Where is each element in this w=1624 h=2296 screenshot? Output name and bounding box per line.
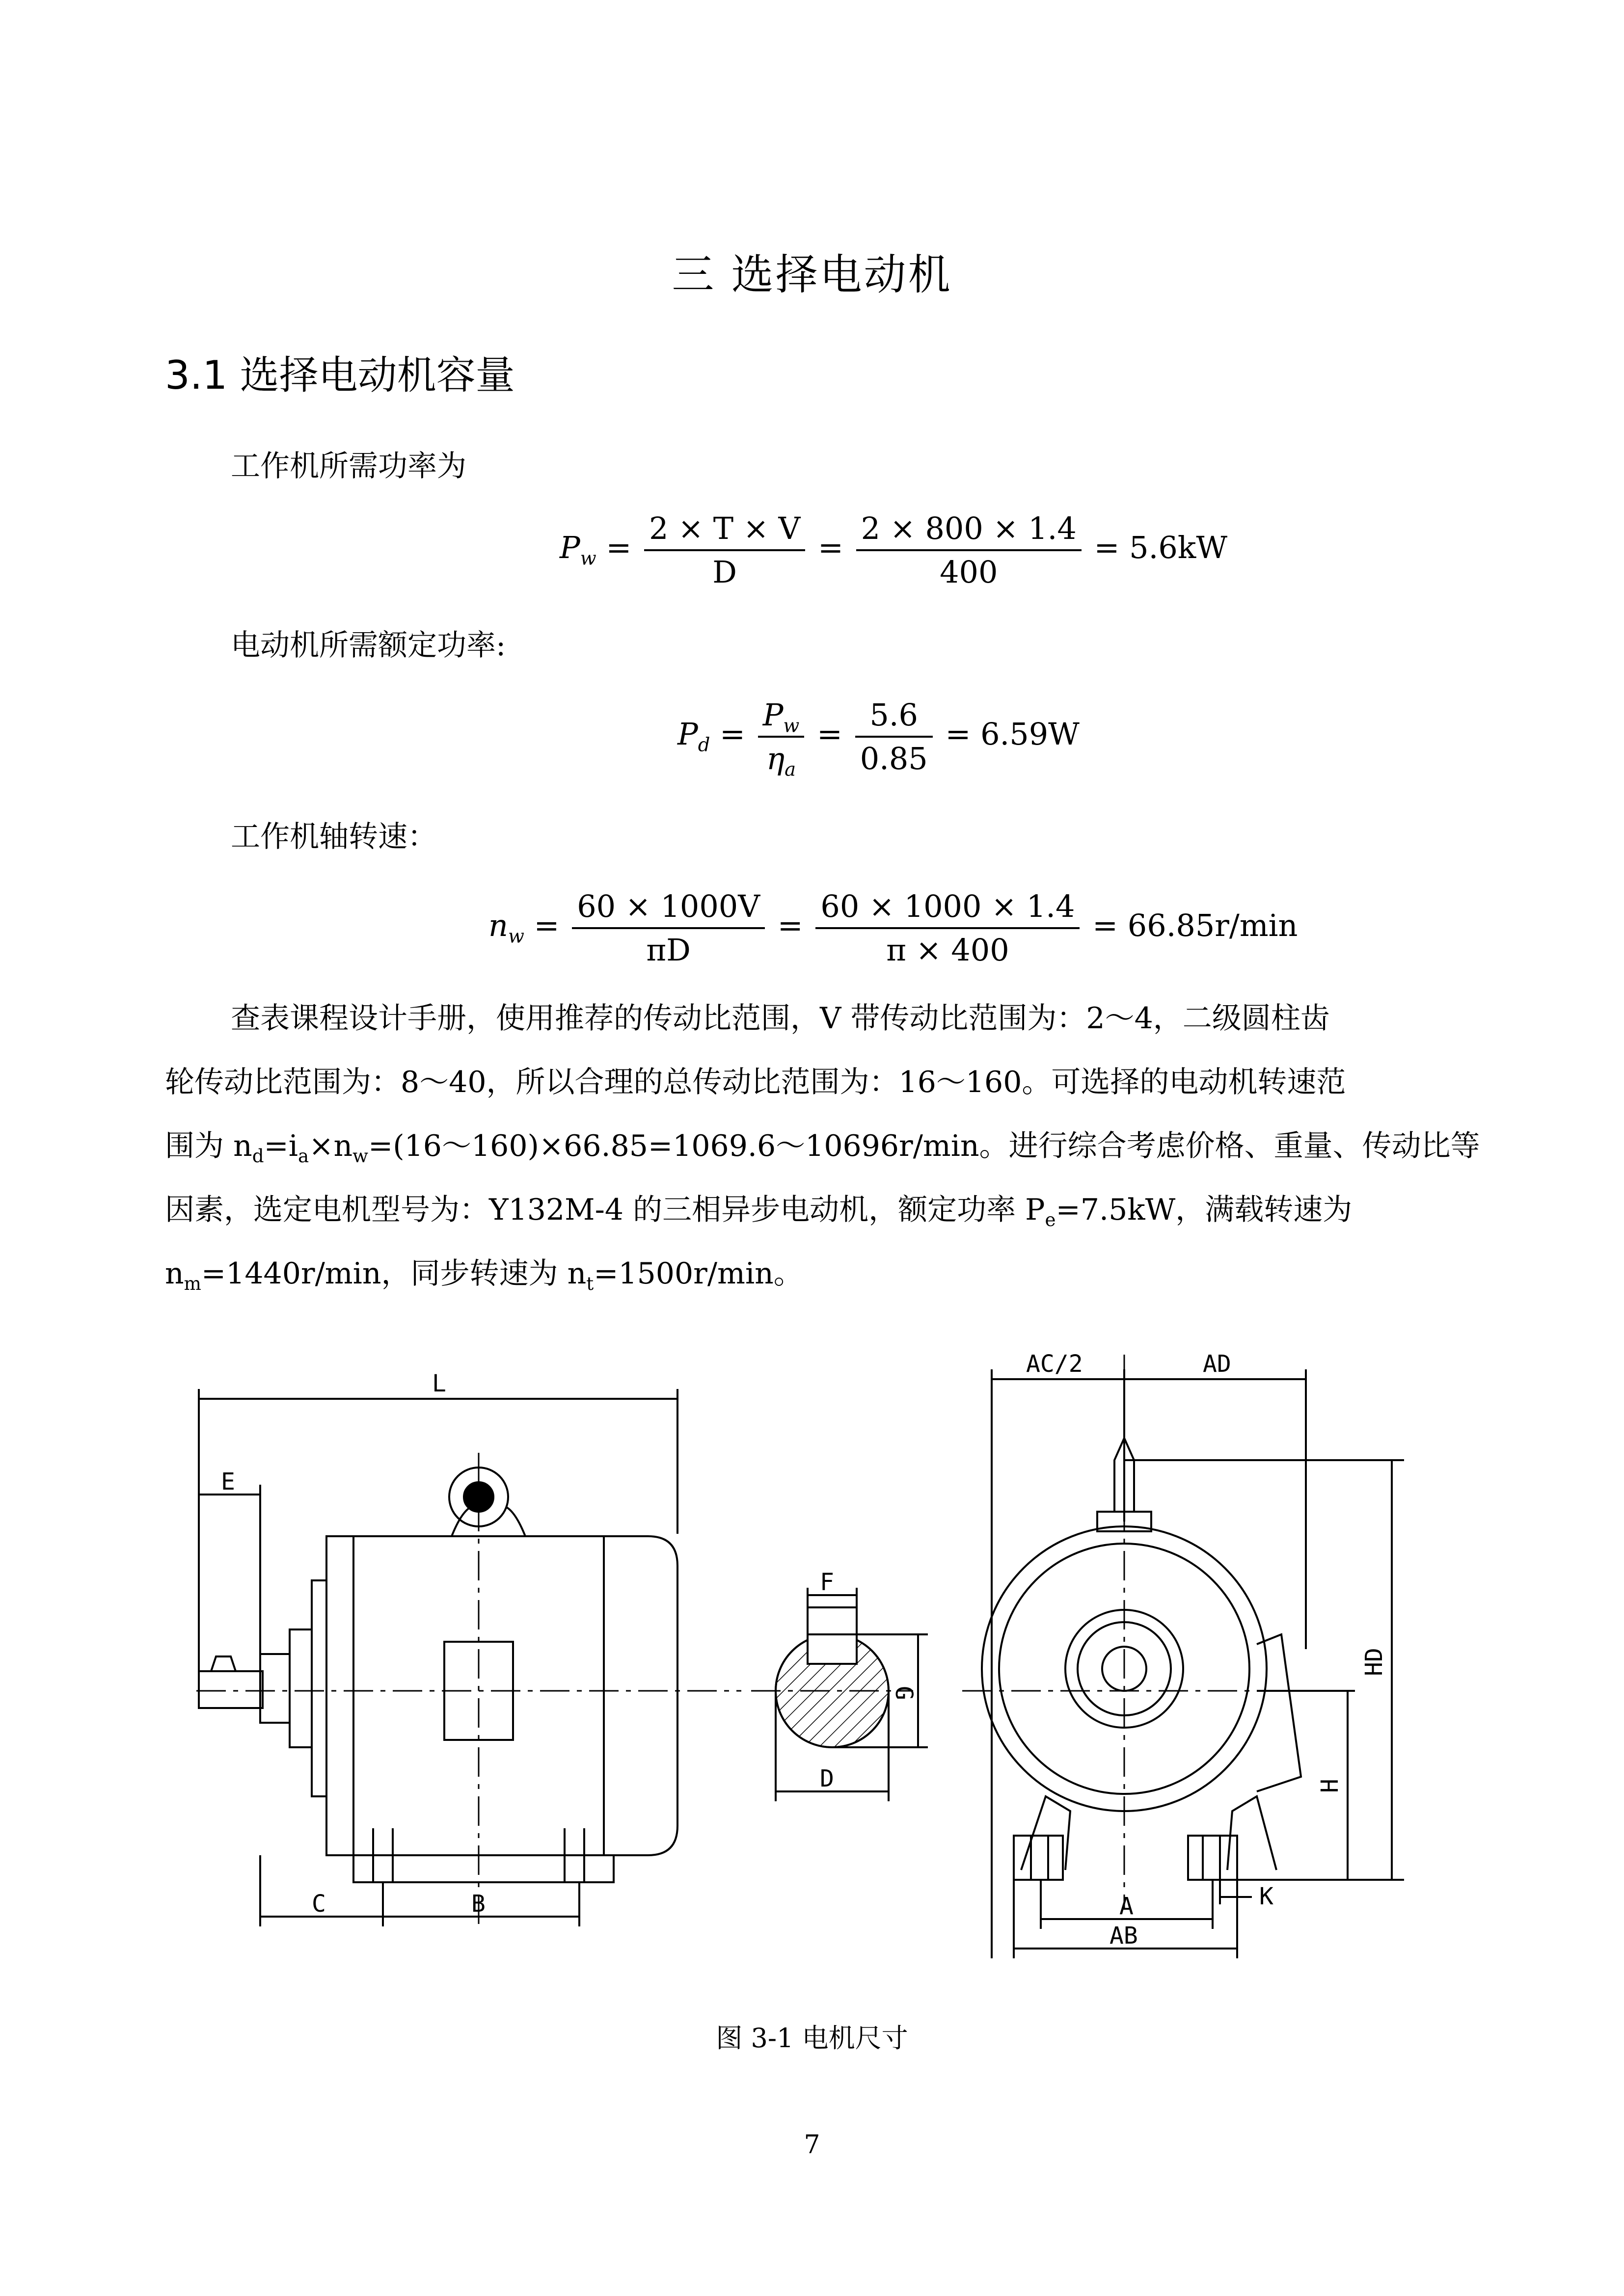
l4-b: =7.5kW，满载转速为 bbox=[1056, 1193, 1353, 1227]
l3-d: =(16～160)×66.85=1069.6～10696r/min。进行综合考虑价格、重量、传动比等 bbox=[368, 1129, 1480, 1163]
eq-pd-lhs-sub: d bbox=[698, 734, 710, 756]
l5-a: n bbox=[165, 1256, 184, 1291]
label-G: G bbox=[890, 1686, 918, 1700]
label-B: B bbox=[471, 1890, 486, 1918]
label-L: L bbox=[432, 1370, 446, 1397]
l4-a: 因素，选定电机型号为：Y132M-4 的三相异步电动机，额定功率 P bbox=[165, 1193, 1045, 1227]
l3-sub2: a bbox=[298, 1145, 309, 1167]
l5-b: =1440r/min，同步转速为 n bbox=[201, 1256, 587, 1291]
eq-nw-num1: 60 × 1000V bbox=[572, 888, 765, 929]
eq-pw-num2: 2 × 800 × 1.4 bbox=[856, 510, 1082, 551]
eq-pd-lhs: P bbox=[677, 716, 698, 752]
eq-pw-den2: 400 bbox=[940, 554, 998, 590]
l3-sub1: d bbox=[252, 1145, 264, 1167]
eq-nw-lhs-sub: w bbox=[508, 925, 524, 948]
equation-nw: $n_w$ = $\frac{60 \times 1000V}{\pi D}$ = $\frac{60 \times 1000 \times 1.4}{\pi \times 400}$ = 66.85r/min bbox=[488, 888, 1298, 968]
label-D: D bbox=[820, 1765, 834, 1792]
eq-pd-den1-sub: a bbox=[785, 758, 796, 781]
chapter-title: 三 选择电动机 bbox=[672, 250, 952, 299]
label-K: K bbox=[1259, 1883, 1273, 1910]
l5-c: =1500r/min。 bbox=[594, 1256, 803, 1291]
body-line-1: 查表课程设计手册，使用推荐的传动比范围，V 带传动比范围为：2～4，二级圆柱齿 bbox=[231, 1001, 1330, 1036]
paragraph-required-power: 工作机所需功率为 bbox=[231, 449, 466, 483]
label-AD: AD bbox=[1203, 1350, 1231, 1378]
eq-pd-num1-sub: w bbox=[783, 715, 800, 737]
eq-nw-lhs: n bbox=[488, 908, 508, 944]
motor-front-view bbox=[962, 1355, 1404, 1958]
l3-sub3: w bbox=[352, 1145, 368, 1167]
l5-sub1: m bbox=[184, 1273, 201, 1295]
eq-pw-result: = 5.6kW bbox=[1094, 530, 1228, 566]
eq-pd-num2: 5.6 bbox=[855, 697, 933, 738]
paragraph-rated-power: 电动机所需额定功率: bbox=[231, 628, 506, 663]
eq-pw-lhs-sub: w bbox=[580, 547, 596, 570]
page-number: 7 bbox=[804, 2130, 820, 2160]
motor-side-view bbox=[196, 1389, 741, 1929]
label-A: A bbox=[1119, 1893, 1134, 1920]
eq-nw-den2: π × 400 bbox=[886, 932, 1009, 968]
l4-sub: e bbox=[1045, 1209, 1056, 1231]
l5-sub2: t bbox=[586, 1273, 594, 1295]
body-line-2: 轮传动比范围为：8～40，所以合理的总传动比范围为：16～160。可选择的电动机转速范 bbox=[165, 1065, 1346, 1099]
eq-pd-den2: 0.85 bbox=[860, 741, 928, 776]
eq-pd-num1: P bbox=[762, 697, 784, 733]
label-F: F bbox=[820, 1569, 834, 1596]
eq-pw-den1: D bbox=[712, 554, 737, 590]
label-AB: AB bbox=[1110, 1922, 1138, 1949]
eq-pd-den1: η bbox=[766, 741, 785, 776]
eq-pw-num1: 2 × T × V bbox=[644, 510, 805, 551]
label-E: E bbox=[221, 1468, 235, 1495]
equation-pw: $P_w$ = $\frac{2 \times T \times V}{D}$ = $\frac{2 \times 800 \times 1.4}{400}$ = 5.6kW bbox=[560, 510, 1228, 590]
eq-nw-result: = 66.85r/min bbox=[1092, 908, 1298, 944]
label-H: H bbox=[1316, 1779, 1344, 1793]
section-heading: 3.1 选择电动机容量 bbox=[165, 352, 515, 398]
label-C: C bbox=[312, 1890, 326, 1918]
l3-c: ×n bbox=[309, 1129, 353, 1163]
eq-nw-den1: πD bbox=[646, 932, 691, 968]
l3-a: 围为 n bbox=[165, 1129, 252, 1163]
label-HD: HD bbox=[1360, 1648, 1388, 1676]
equation-pd: $P_d$ = $\frac{P_w}{\eta_a}$ = $\frac{5.6}{0.85}$ = 6.59W bbox=[677, 697, 1080, 781]
paragraph-shaft-speed: 工作机轴转速： bbox=[231, 820, 437, 854]
eq-pd-result: = 6.59W bbox=[945, 716, 1080, 752]
eq-pw-lhs: P bbox=[560, 530, 580, 566]
label-AC2: AC/2 bbox=[1026, 1350, 1083, 1378]
figure-caption: 图 3-1 电机尺寸 bbox=[716, 2023, 908, 2054]
l3-b: =i bbox=[264, 1129, 298, 1163]
eq-nw-num2: 60 × 1000 × 1.4 bbox=[815, 888, 1080, 929]
